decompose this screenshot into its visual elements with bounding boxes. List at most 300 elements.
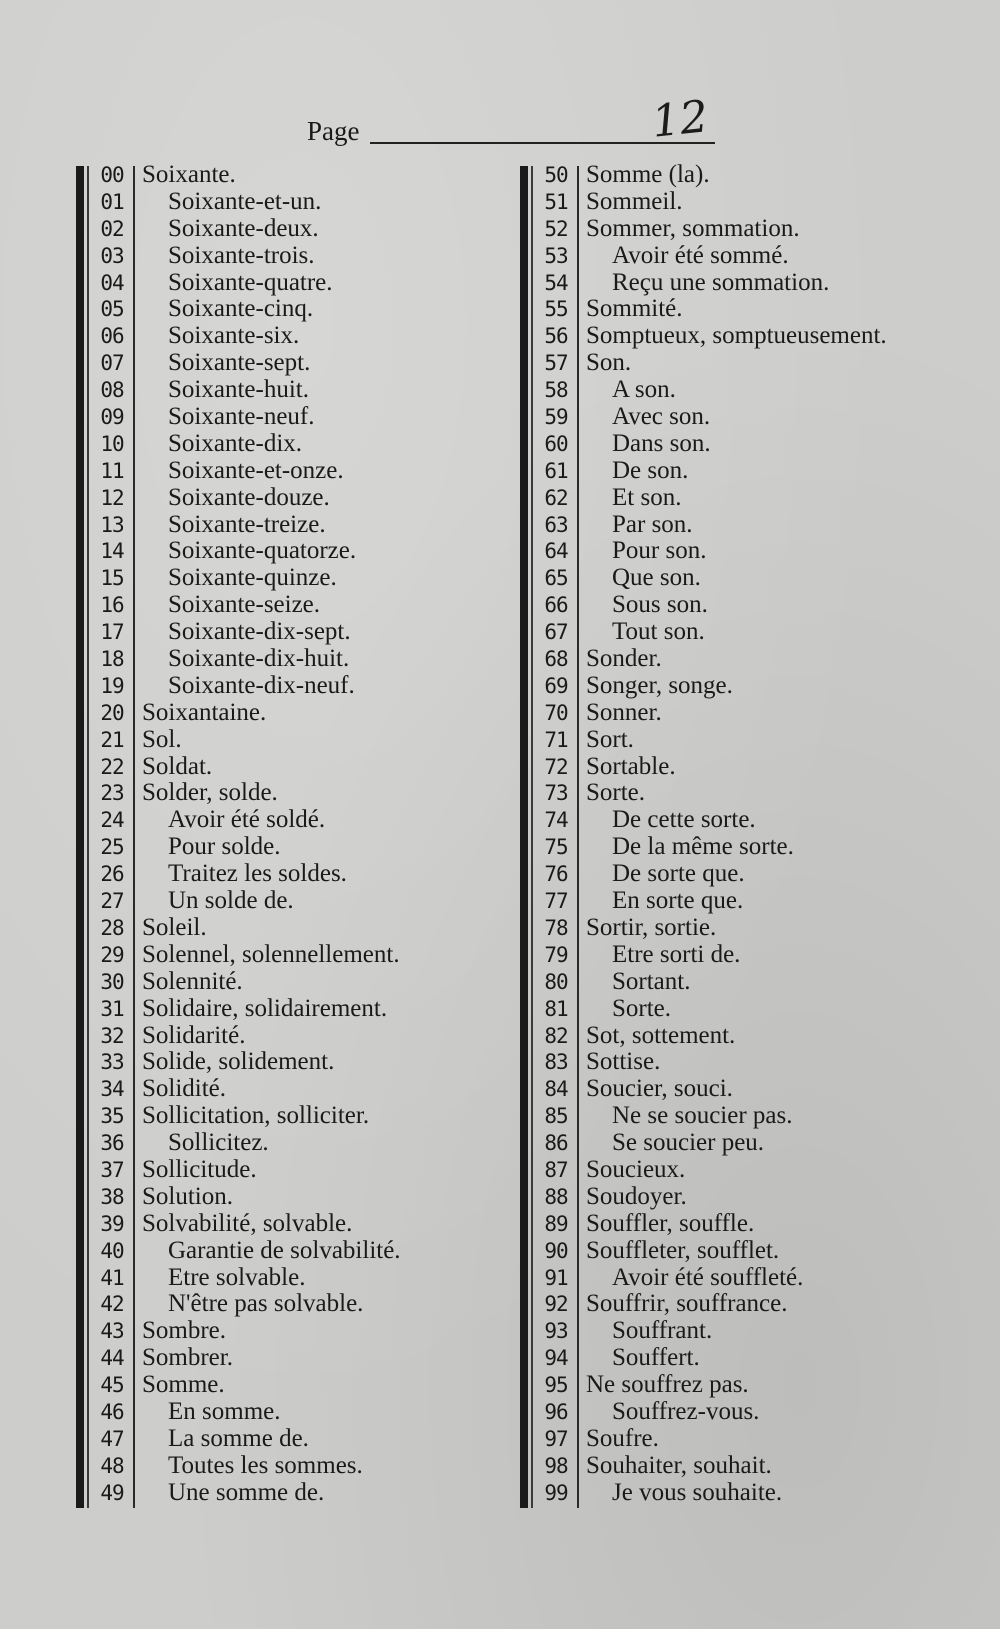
code-term: Soixante-cinq. xyxy=(168,295,314,323)
code-term: Sortir, sortie. xyxy=(586,913,717,941)
code-term: Sombrer. xyxy=(142,1344,233,1372)
code-number: 59 xyxy=(544,405,568,430)
code-number: 85 xyxy=(544,1104,568,1129)
code-row xyxy=(76,1049,526,1076)
code-term: Avoir été souffleté. xyxy=(612,1263,804,1291)
code-term: N'être pas solvable. xyxy=(168,1290,364,1318)
code-row xyxy=(520,1211,970,1238)
code-number: 63 xyxy=(544,512,568,537)
code-term: De son. xyxy=(612,456,689,484)
code-row xyxy=(520,1426,970,1453)
code-row xyxy=(520,243,970,270)
code-number: 72 xyxy=(544,754,568,779)
code-number: 34 xyxy=(100,1077,124,1102)
code-number: 57 xyxy=(544,351,568,376)
code-row xyxy=(76,780,526,807)
code-term: Soixante-huit. xyxy=(168,376,309,404)
code-term: Dans son. xyxy=(612,429,711,457)
code-number: 62 xyxy=(544,485,568,510)
code-row xyxy=(520,162,970,189)
code-row xyxy=(76,888,526,915)
code-number: 24 xyxy=(100,808,124,833)
code-number: 96 xyxy=(544,1399,568,1424)
code-row xyxy=(76,1130,526,1157)
code-number: 49 xyxy=(100,1480,124,1505)
code-number: 86 xyxy=(544,1131,568,1156)
code-number: 79 xyxy=(544,942,568,967)
code-term: Souffert. xyxy=(612,1344,700,1372)
code-number: 83 xyxy=(544,1050,568,1075)
code-row xyxy=(76,727,526,754)
code-number: 27 xyxy=(100,889,124,914)
code-row xyxy=(520,888,970,915)
code-term: De la même sorte. xyxy=(612,833,794,861)
code-term: Soixante-trois. xyxy=(168,241,315,269)
code-row xyxy=(520,565,970,592)
code-number: 26 xyxy=(100,862,124,887)
code-row xyxy=(76,807,526,834)
code-row xyxy=(76,996,526,1023)
page-header xyxy=(0,91,1000,152)
code-number: 92 xyxy=(544,1292,568,1317)
code-term: Etre solvable. xyxy=(168,1263,306,1291)
code-row xyxy=(76,1103,526,1130)
code-number: 95 xyxy=(544,1373,568,1398)
code-row xyxy=(520,270,970,297)
code-row xyxy=(520,1345,970,1372)
code-row xyxy=(76,673,526,700)
code-number: 61 xyxy=(544,458,568,483)
code-term: Solidaire, solidairement. xyxy=(142,994,388,1022)
code-term: Soixante-quatorze. xyxy=(168,537,357,565)
code-row xyxy=(520,1049,970,1076)
code-number: 68 xyxy=(544,647,568,672)
code-term: Avec son. xyxy=(612,403,711,431)
code-row xyxy=(76,323,526,350)
code-row xyxy=(76,646,526,673)
code-row xyxy=(76,1265,526,1292)
code-row xyxy=(520,431,970,458)
code-row xyxy=(76,1211,526,1238)
code-row xyxy=(520,1291,970,1318)
code-row xyxy=(76,1291,526,1318)
code-term: Garantie de solvabilité. xyxy=(168,1236,401,1264)
code-row xyxy=(76,861,526,888)
code-term: Soixante-et-onze. xyxy=(168,456,344,484)
code-term: Soufre. xyxy=(586,1424,659,1452)
code-number: 40 xyxy=(100,1238,124,1263)
code-row xyxy=(520,458,970,485)
code-number: 75 xyxy=(544,835,568,860)
left-column xyxy=(76,162,526,1512)
code-number: 06 xyxy=(100,324,124,349)
code-number: 48 xyxy=(100,1453,124,1478)
code-term: De cette sorte. xyxy=(612,806,756,834)
code-term: La somme de. xyxy=(168,1424,309,1452)
code-number: 41 xyxy=(100,1265,124,1290)
code-row xyxy=(520,1318,970,1345)
code-term: Sollicitation, solliciter. xyxy=(142,1102,370,1130)
code-term: Somme (la). xyxy=(586,161,710,188)
code-term: Sonner. xyxy=(586,698,662,726)
right-rows xyxy=(520,162,970,1507)
code-row xyxy=(520,1023,970,1050)
code-number: 46 xyxy=(100,1399,124,1424)
code-term: Soixante-treize. xyxy=(168,510,326,538)
code-row xyxy=(520,512,970,539)
code-row xyxy=(520,538,970,565)
code-number: 97 xyxy=(544,1426,568,1451)
code-row xyxy=(520,1480,970,1507)
code-row xyxy=(520,1238,970,1265)
code-number: 87 xyxy=(544,1157,568,1182)
code-number: 81 xyxy=(544,996,568,1021)
code-row xyxy=(76,162,526,189)
code-number: 17 xyxy=(100,620,124,645)
code-row xyxy=(76,565,526,592)
code-term: Songer, songe. xyxy=(586,671,733,699)
code-number: 19 xyxy=(100,673,124,698)
code-row xyxy=(76,458,526,485)
code-term: Sortable. xyxy=(586,752,676,780)
code-row xyxy=(520,485,970,512)
code-row xyxy=(520,296,970,323)
code-term: Se soucier peu. xyxy=(612,1129,765,1157)
code-row xyxy=(520,1453,970,1480)
code-row xyxy=(76,404,526,431)
code-row xyxy=(520,1184,970,1211)
code-number: 09 xyxy=(100,405,124,430)
code-number: 94 xyxy=(544,1346,568,1371)
code-row xyxy=(76,538,526,565)
code-number: 58 xyxy=(544,378,568,403)
code-row xyxy=(76,296,526,323)
code-number: 89 xyxy=(544,1211,568,1236)
code-number: 64 xyxy=(544,539,568,564)
code-number: 30 xyxy=(100,969,124,994)
code-row xyxy=(520,323,970,350)
code-row xyxy=(76,270,526,297)
right-column xyxy=(520,162,970,1512)
code-row xyxy=(520,1103,970,1130)
code-row xyxy=(76,1157,526,1184)
code-term: Son. xyxy=(586,349,632,377)
code-number: 93 xyxy=(544,1319,568,1344)
code-number: 71 xyxy=(544,727,568,752)
code-term: Souffrant. xyxy=(612,1317,713,1345)
code-number: 15 xyxy=(100,566,124,591)
code-number: 44 xyxy=(100,1346,124,1371)
code-term: Sommité. xyxy=(586,295,683,323)
code-term: Sonder. xyxy=(586,645,662,673)
code-row xyxy=(76,1184,526,1211)
code-row xyxy=(76,1238,526,1265)
code-number: 25 xyxy=(100,835,124,860)
code-row xyxy=(76,834,526,861)
code-term: Reçu une sommation. xyxy=(612,268,830,296)
code-term: Souffler, souffle. xyxy=(586,1209,755,1237)
code-number: 65 xyxy=(544,566,568,591)
code-term: Soixante-sept. xyxy=(168,349,311,377)
code-number: 73 xyxy=(544,781,568,806)
code-number: 90 xyxy=(544,1238,568,1263)
code-row xyxy=(520,592,970,619)
code-term: Traitez les soldes. xyxy=(168,860,347,888)
code-row xyxy=(76,485,526,512)
code-term: Soixantaine. xyxy=(142,698,267,726)
code-term: Avoir été sommé. xyxy=(612,241,789,269)
code-term: Solvabilité, solvable. xyxy=(142,1209,353,1237)
code-term: Soixante-quinze. xyxy=(168,564,337,592)
code-row xyxy=(520,969,970,996)
code-number: 66 xyxy=(544,593,568,618)
code-number: 45 xyxy=(100,1373,124,1398)
code-term: Soixante-six. xyxy=(168,322,300,350)
code-number: 70 xyxy=(544,700,568,725)
code-term: Souffrez-vous. xyxy=(612,1397,760,1425)
code-number: 10 xyxy=(100,431,124,456)
code-row xyxy=(76,619,526,646)
code-number: 29 xyxy=(100,942,124,967)
code-term: Soixante-et-un. xyxy=(168,187,322,215)
code-term: Une somme de. xyxy=(168,1478,325,1506)
code-term: Soixante-quatre. xyxy=(168,268,333,296)
code-number: 55 xyxy=(544,297,568,322)
code-row xyxy=(520,619,970,646)
code-term: Un solde de. xyxy=(168,887,294,915)
code-term: Que son. xyxy=(612,564,701,592)
code-term: Sous son. xyxy=(612,591,708,619)
code-row xyxy=(76,243,526,270)
code-term: Soixante-seize. xyxy=(168,591,321,619)
code-row xyxy=(520,377,970,404)
code-number: 47 xyxy=(100,1426,124,1451)
code-row xyxy=(76,700,526,727)
code-number: 37 xyxy=(100,1157,124,1182)
code-term: Et son. xyxy=(612,483,682,511)
code-row xyxy=(520,942,970,969)
code-number: 08 xyxy=(100,378,124,403)
code-term: Sollicitez. xyxy=(168,1129,269,1157)
code-number: 22 xyxy=(100,754,124,779)
code-row xyxy=(76,1453,526,1480)
code-term: Soixante-neuf. xyxy=(168,403,315,431)
code-row xyxy=(76,189,526,216)
code-row xyxy=(520,1076,970,1103)
code-number: 11 xyxy=(100,458,124,483)
code-term: Sortant. xyxy=(612,967,691,995)
code-number: 04 xyxy=(100,270,124,295)
code-number: 39 xyxy=(100,1211,124,1236)
code-row xyxy=(76,1399,526,1426)
code-number: 18 xyxy=(100,647,124,672)
code-number: 52 xyxy=(544,216,568,241)
code-row xyxy=(520,1372,970,1399)
code-term: Soudoyer. xyxy=(586,1182,687,1210)
code-row xyxy=(76,1372,526,1399)
code-term: Solennel, solennellement. xyxy=(142,940,400,968)
code-term: Sot, sottement. xyxy=(586,1021,736,1049)
code-row xyxy=(520,807,970,834)
code-row xyxy=(76,592,526,619)
code-number: 03 xyxy=(100,243,124,268)
code-term: Sorte. xyxy=(612,994,672,1022)
code-number: 80 xyxy=(544,969,568,994)
code-row xyxy=(520,646,970,673)
code-term: Pour solde. xyxy=(168,833,281,861)
code-number: 69 xyxy=(544,673,568,698)
code-term: Soldat. xyxy=(142,752,213,780)
code-row xyxy=(520,700,970,727)
code-term: Solide, solidement. xyxy=(142,1048,335,1076)
code-term: Soixante-dix. xyxy=(168,429,303,457)
code-row xyxy=(520,834,970,861)
page-label: Page xyxy=(307,116,360,146)
code-term: Soixante-dix-neuf. xyxy=(168,671,355,699)
code-term: De sorte que. xyxy=(612,860,745,888)
code-number: 91 xyxy=(544,1265,568,1290)
code-term: Solidarité. xyxy=(142,1021,246,1049)
code-row xyxy=(76,512,526,539)
code-term: Sol. xyxy=(142,725,182,753)
code-number: 77 xyxy=(544,889,568,914)
code-row xyxy=(76,942,526,969)
code-number: 67 xyxy=(544,620,568,645)
code-number: 51 xyxy=(544,189,568,214)
code-number: 23 xyxy=(100,781,124,806)
code-number: 54 xyxy=(544,270,568,295)
code-number: 32 xyxy=(100,1023,124,1048)
code-number: 01 xyxy=(100,189,124,214)
code-term: Soixante-dix-sept. xyxy=(168,618,351,646)
code-number: 21 xyxy=(100,727,124,752)
code-row xyxy=(520,189,970,216)
code-row xyxy=(76,350,526,377)
code-term: Soixante-dix-huit. xyxy=(168,645,350,673)
code-row xyxy=(76,377,526,404)
code-row xyxy=(520,404,970,431)
code-number: 00 xyxy=(100,163,124,187)
code-row xyxy=(520,1265,970,1292)
code-number: 02 xyxy=(100,216,124,241)
code-term: Soixante-deux. xyxy=(168,214,319,242)
code-number: 28 xyxy=(100,915,124,940)
code-term: Sollicitude. xyxy=(142,1155,257,1183)
code-term: Solder, solde. xyxy=(142,779,278,807)
code-number: 38 xyxy=(100,1184,124,1209)
code-number: 14 xyxy=(100,539,124,564)
code-term: Pour son. xyxy=(612,537,707,565)
handwritten-page-number: 12 xyxy=(649,91,711,148)
code-term: Somptueux, somptueusement. xyxy=(586,322,887,350)
code-row xyxy=(76,1345,526,1372)
code-row xyxy=(520,780,970,807)
code-term: Soixante. xyxy=(142,161,236,188)
code-row xyxy=(520,861,970,888)
code-row xyxy=(520,1157,970,1184)
left-rows xyxy=(76,162,526,1507)
code-number: 56 xyxy=(544,324,568,349)
code-term: Soucieux. xyxy=(586,1155,686,1183)
code-term: En somme. xyxy=(168,1397,281,1425)
code-number: 53 xyxy=(544,243,568,268)
code-number: 50 xyxy=(544,163,568,187)
code-row xyxy=(520,996,970,1023)
code-number: 76 xyxy=(544,862,568,887)
code-term: Soucier, souci. xyxy=(586,1075,733,1103)
code-number: 16 xyxy=(100,593,124,618)
code-term: Solennité. xyxy=(142,967,243,995)
code-row xyxy=(76,216,526,243)
code-term: A son. xyxy=(612,376,676,404)
code-row xyxy=(76,1023,526,1050)
code-term: Souffrir, souffrance. xyxy=(586,1290,788,1318)
code-number: 84 xyxy=(544,1077,568,1102)
code-term: Souhaiter, souhait. xyxy=(586,1451,772,1479)
code-row xyxy=(520,1130,970,1157)
code-term: Sommeil. xyxy=(586,187,683,215)
code-term: Avoir été soldé. xyxy=(168,806,326,834)
code-term: En sorte que. xyxy=(612,887,744,915)
code-number: 33 xyxy=(100,1050,124,1075)
code-number: 88 xyxy=(544,1184,568,1209)
code-term: Tout son. xyxy=(612,618,705,646)
code-term: Sort. xyxy=(586,725,634,753)
code-term: Sommer, sommation. xyxy=(586,214,800,242)
code-number: 82 xyxy=(544,1023,568,1048)
code-number: 99 xyxy=(544,1480,568,1505)
code-number: 31 xyxy=(100,996,124,1021)
code-number: 13 xyxy=(100,512,124,537)
code-term: Je vous souhaite. xyxy=(612,1478,783,1506)
code-term: Par son. xyxy=(612,510,693,538)
code-row xyxy=(76,1318,526,1345)
code-number: 20 xyxy=(100,700,124,725)
code-term: Toutes les sommes. xyxy=(168,1451,363,1479)
code-term: Souffleter, soufflet. xyxy=(586,1236,780,1264)
code-term: Sottise. xyxy=(586,1048,661,1076)
code-term: Solidité. xyxy=(142,1075,227,1103)
code-term: Sorte. xyxy=(586,779,646,807)
code-number: 43 xyxy=(100,1319,124,1344)
code-term: Ne souffrez pas. xyxy=(586,1371,749,1399)
code-row xyxy=(520,915,970,942)
code-row xyxy=(76,754,526,781)
code-row xyxy=(76,969,526,996)
code-number: 60 xyxy=(544,431,568,456)
code-row xyxy=(520,754,970,781)
code-term: Solution. xyxy=(142,1182,233,1210)
code-row xyxy=(76,1426,526,1453)
code-number: 12 xyxy=(100,485,124,510)
code-row xyxy=(76,431,526,458)
code-term: Soixante-douze. xyxy=(168,483,330,511)
code-number: 36 xyxy=(100,1131,124,1156)
code-number: 35 xyxy=(100,1104,124,1129)
code-term: Etre sorti de. xyxy=(612,940,741,968)
code-term: Somme. xyxy=(142,1371,225,1399)
code-row xyxy=(520,673,970,700)
code-term: Sombre. xyxy=(142,1317,227,1345)
code-number: 42 xyxy=(100,1292,124,1317)
code-term: Soleil. xyxy=(142,913,207,941)
code-row xyxy=(520,216,970,243)
code-term: Ne se soucier pas. xyxy=(612,1102,793,1130)
code-row xyxy=(520,727,970,754)
code-row xyxy=(520,1399,970,1426)
code-number: 07 xyxy=(100,351,124,376)
code-number: 05 xyxy=(100,297,124,322)
